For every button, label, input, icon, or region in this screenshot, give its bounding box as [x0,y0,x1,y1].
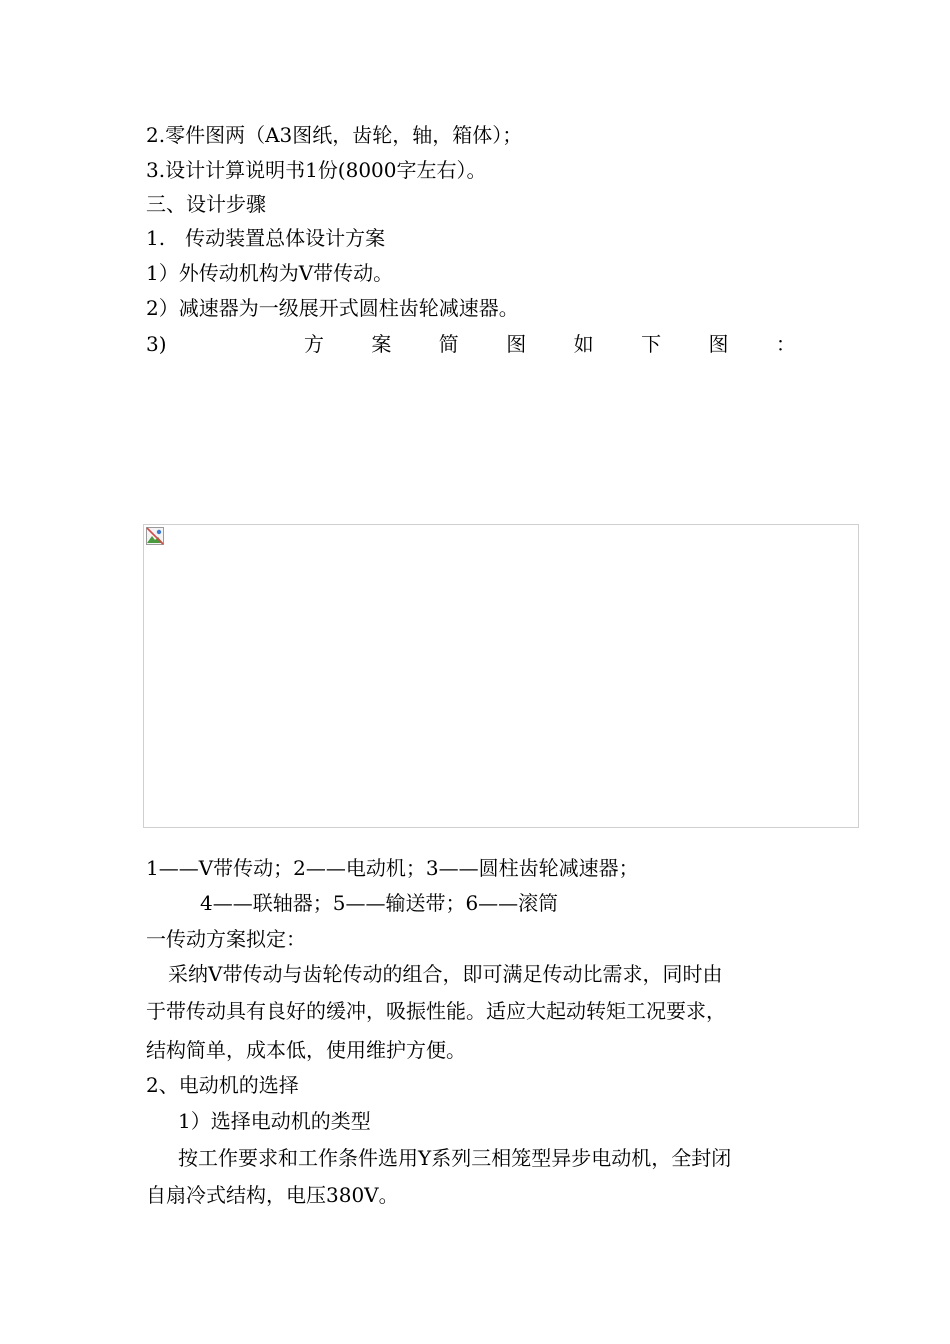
broken-image-icon [146,527,164,545]
text-line: 1. 传动装置总体设计方案 [146,226,386,250]
scheme-char: 图 [708,332,729,356]
paragraph-line: 采纳V带传动与齿轮传动的组合，即可满足传动比需求，同时由 [168,962,723,986]
paragraph-line: 结构简单，成本低，使用维护方便。 [146,1038,466,1062]
scheme-char: 简 [438,332,459,356]
section-heading: 2、电动机的选择 [146,1073,299,1097]
scheme-char: 下 [641,332,662,356]
paragraph-line: 于带传动具有良好的缓冲，吸振性能。适应大起动转矩工况要求， [146,999,726,1023]
scheme-char: 图 [506,332,527,356]
scheme-char: ： [775,332,796,356]
text-line: 1）外传动机构为V带传动。 [146,261,394,285]
scheme-char: 如 [573,332,594,356]
section-heading: 一传动方案拟定： [146,927,306,951]
text-line: 2）减速器为一级展开式圆柱齿轮减速器。 [146,296,519,320]
subsection-heading: 1）选择电动机的类型 [178,1109,371,1133]
scheme-char: 案 [371,332,392,356]
text-line: 3.设计计算说明书1份(8000字左右）。 [146,158,487,182]
scheme-diagram-image [143,524,859,828]
section-heading: 三、设计步骤 [146,192,266,216]
scheme-diagram-heading [146,331,796,357]
paragraph-line: 按工作要求和工作条件选用Y系列三相笼型异步电动机，全封闭 [178,1146,732,1170]
scheme-char: 方 [303,332,324,356]
figure-caption: 4——联轴器；5——输送带；6——滚筒 [200,891,559,915]
figure-caption: 1——V带传动；2——电动机；3——圆柱齿轮减速器； [146,856,639,880]
scheme-prefix: 3) [146,332,167,356]
paragraph-line: 自扇冷式结构，电压380V。 [146,1183,399,1207]
text-line: 2.零件图两（A3图纸，齿轮，轴，箱体）； [146,123,523,147]
